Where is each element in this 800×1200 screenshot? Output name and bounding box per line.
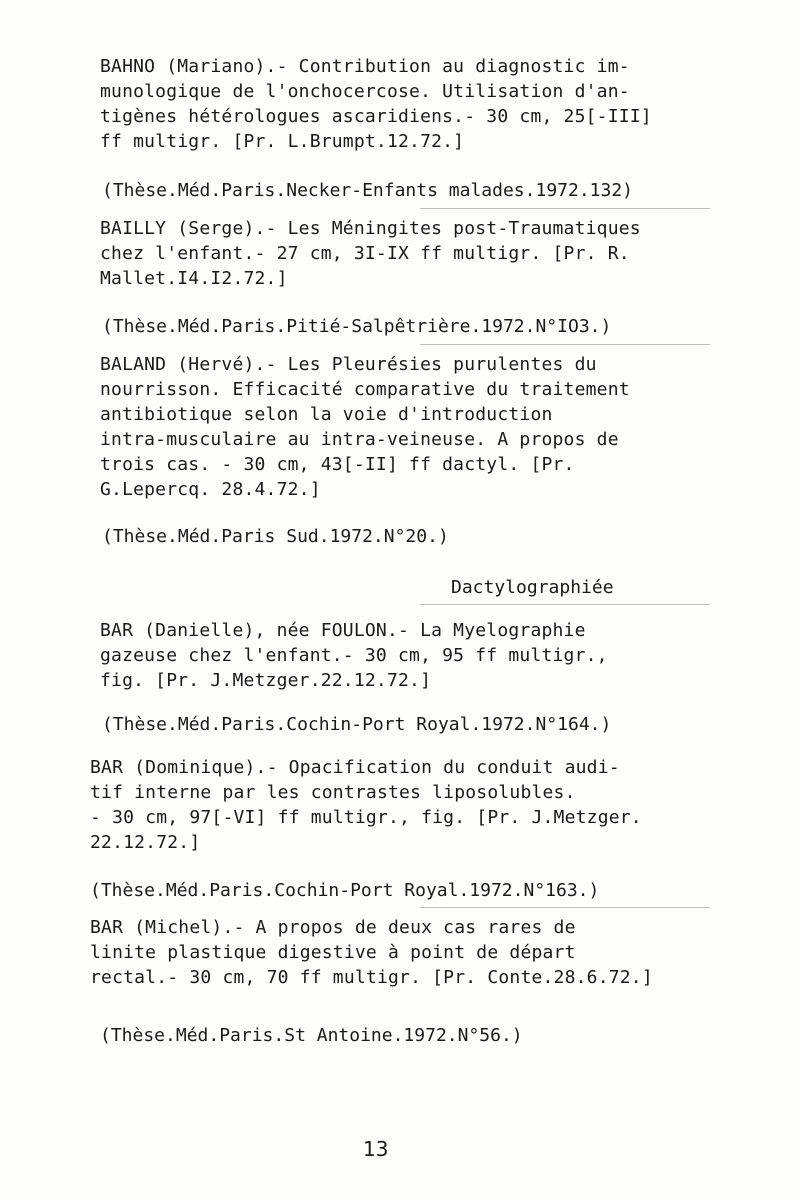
separator-rule: [420, 604, 710, 605]
bibliography-entry-baland: [100, 352, 710, 502]
bibliography-entry-bailly: [100, 216, 710, 291]
entry-line: rectal.- 30 cm, 70 ff multigr. [Pr. Conte.28.6.72.]: [90, 967, 653, 988]
entry-line: gazeuse chez l'enfant.- 30 cm, 95 ff multigr.,: [100, 645, 608, 666]
entry-line: tif interne par les contrastes liposolubles.: [90, 782, 576, 803]
entry-line: munologique de l'onchocercose. Utilisation d'an-: [100, 81, 630, 102]
entry-line: antibiotique selon la voie d'introduction: [100, 404, 553, 425]
thesis-reference: (Thèse.Méd.Paris.Cochin-Port Royal.1972.N°164.): [102, 714, 612, 735]
separator-rule: [420, 907, 710, 908]
entry-line: BAR (Dominique).- Opacification du conduit audi-: [90, 757, 620, 778]
entry-line: BAHNO (Mariano).- Contribution au diagnostic im-: [100, 56, 630, 77]
thesis-reference: (Thèse.Méd.Paris.Pitié-Salpêtrière.1972.N°IO3.): [102, 316, 612, 337]
thesis-reference: (Thèse.Méd.Paris Sud.1972.N°20.): [102, 526, 449, 547]
entry-line: G.Lepercq. 28.4.72.]: [100, 479, 321, 500]
dactylographiee-note: Dactylographiée: [451, 577, 614, 598]
bibliography-entry-bahno: [100, 54, 710, 154]
entry-line: intra-musculaire au intra-veineuse. A propos de: [100, 429, 619, 450]
thesis-reference: (Thèse.Méd.Paris.Cochin-Port Royal.1972.N°163.): [90, 880, 600, 901]
entry-line: trois cas. - 30 cm, 43[-II] ff dactyl. [Pr.: [100, 454, 575, 475]
entry-line: BAR (Michel).- A propos de deux cas rares de: [90, 917, 576, 938]
entry-line: BAILLY (Serge).- Les Méningites post-Traumatiques: [100, 218, 641, 239]
entry-line: fig. [Pr. J.Metzger.22.12.72.]: [100, 670, 432, 691]
bibliography-entry-bar-danielle: [100, 618, 710, 693]
entry-line: ff multigr. [Pr. L.Brumpt.12.72.]: [100, 131, 465, 152]
separator-rule: [420, 344, 710, 345]
entry-line: tigènes hétérologues ascaridiens.- 30 cm, 25[-III]: [100, 106, 652, 127]
entry-line: linite plastique digestive à point de départ: [90, 942, 576, 963]
bibliography-entry-bar-dominique: [90, 755, 700, 855]
entry-line: BAR (Danielle), née FOULON.- La Myelographie: [100, 620, 586, 641]
separator-rule: [420, 208, 710, 209]
bibliography-entry-bar-michel: [90, 915, 700, 990]
entry-line: 22.12.72.]: [90, 832, 201, 853]
entry-line: chez l'enfant.- 27 cm, 3I-IX ff multigr. [Pr. R.: [100, 243, 630, 264]
thesis-reference: (Thèse.Méd.Paris.St Antoine.1972.N°56.): [100, 1025, 523, 1046]
entry-line: nourrisson. Efficacité comparative du traitement: [100, 379, 630, 400]
page-number: 13: [363, 1137, 389, 1161]
thesis-reference: (Thèse.Méd.Paris.Necker-Enfants malades.1972.132): [102, 180, 634, 201]
entry-line: BALAND (Hervé).- Les Pleurésies purulentes du: [100, 354, 597, 375]
entry-line: Mallet.I4.I2.72.]: [100, 268, 288, 289]
entry-line: - 30 cm, 97[-VI] ff multigr., fig. [Pr. J.Metzger.: [90, 807, 642, 828]
